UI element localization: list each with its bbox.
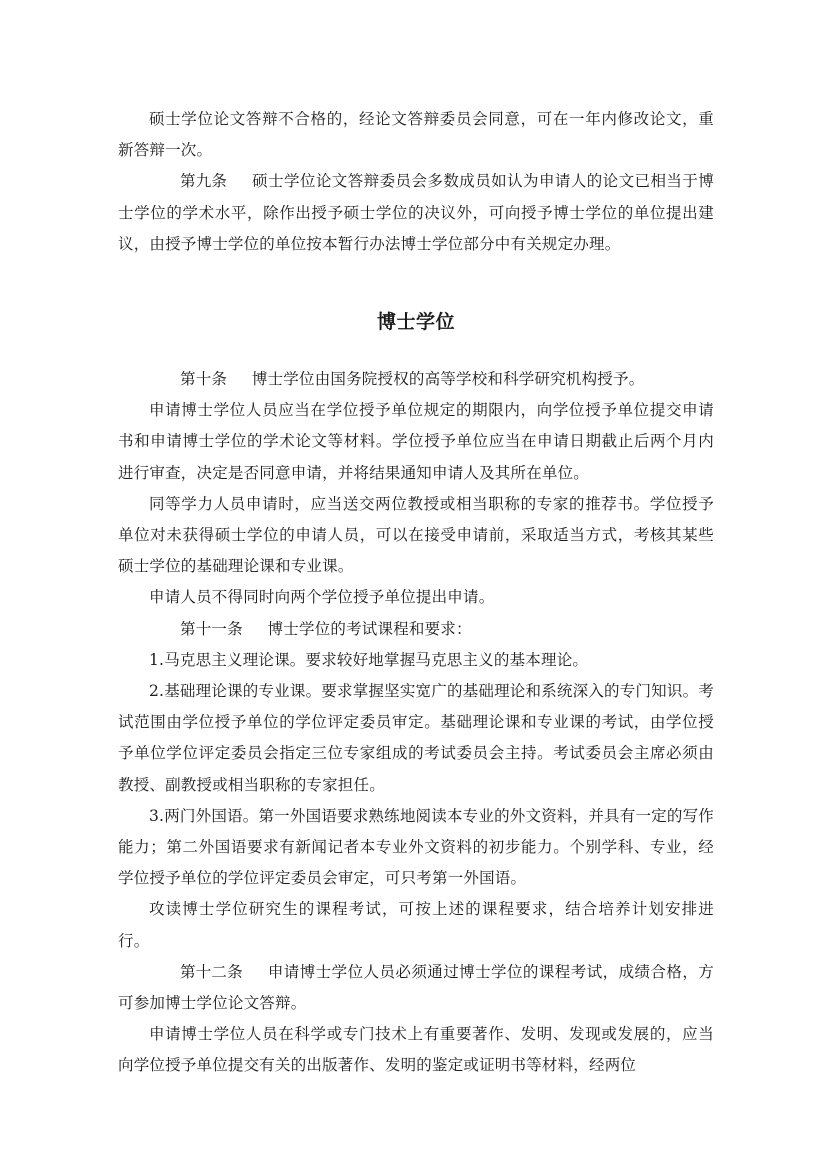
article-label: 第十条: [180, 370, 228, 389]
document-body: [118, 104, 714, 1082]
paragraph-text: 硕士学位论文答辩不合格的，经论文答辩委员会同意，可在一年内修改论文，重新答辩一次。: [118, 110, 714, 160]
paragraph-text: 2.基础理论课的专业课。要求掌握坚实宽广的基础理论和系统深入的专门知识。考试范围由学位授予单位的学位评定委员审定。基础理论课和专业课的考试，由学位授予单位学位评定委员会指定三位专家组成的考试委员会主持。考试委员会主席必须由教授、副教授或相当职称的专家担任。: [118, 682, 714, 794]
paragraph-text: 博士学位由国务院授权的高等学校和科学研究机构授予。: [251, 370, 645, 389]
article-12-paragraph: [118, 957, 714, 1019]
paragraph-text: 3.两门外国语。第一外国语要求熟练地阅读本专业的外文资料，并具有一定的写作能力；第二外国语要求有新闻记者本专业外文资料的初步能力。个别学科、专业，经学位授予单位的学位评定委员会审定，可只考第一外国语。: [118, 806, 714, 888]
paragraph-text: 硕士学位论文答辩委员会多数成员如认为申请人的论文已相当于博士学位的学术水平，除作出授予硕士学位的决议外，可向授予博士学位的单位提出建议，由授予博士学位的单位按本暂行办法博士学位部分中有关规定办理。: [118, 172, 714, 253]
paragraph-text: 申请人员不得同时向两个学位授予单位提出申请。: [149, 588, 495, 607]
paragraph: [118, 582, 714, 613]
list-item: [118, 645, 714, 676]
paragraph-text: 申请博士学位人员必须通过博士学位的课程考试，成绩合格，方可参加博士学位论文答辩。: [118, 962, 714, 1013]
paragraph-text: 博士学位的考试课程和要求：: [267, 619, 472, 638]
section-title: 博士学位: [376, 311, 455, 334]
paragraph-text: 攻读博士学位研究生的课程考试，可按上述的课程要求，结合培养计划安排进行。: [118, 900, 714, 950]
paragraph: [118, 395, 714, 489]
paragraph: [118, 894, 714, 956]
list-item: [118, 676, 714, 801]
paragraph-text: 申请博士学位人员应当在学位授予单位规定的期限内，向学位授予单位提交申请书和申请博士学位的学术论文等材料。学位授予单位应当在申请日期截止后两个月内进行审查，决定是否同意申请，并将结果通知申请人及其所在单位。: [118, 401, 714, 482]
paragraph-text: 同等学力人员申请时，应当送交两位教授或相当职称的专家的推荐书。学位授予单位对未获得硕士学位的申请人员，可以在接受申请前，采取适当方式，考核其某些硕士学位的基础理论课和专业课。: [118, 494, 714, 576]
article-10-paragraph: [118, 364, 714, 395]
paragraph: [118, 104, 714, 166]
list-item: [118, 801, 714, 895]
article-11-paragraph: [118, 614, 714, 645]
article-9-paragraph: [118, 166, 714, 260]
paragraph: [118, 1019, 714, 1081]
article-label: 第九条: [180, 172, 228, 191]
article-label: 第十二条: [180, 962, 243, 981]
paragraph-text: 申请博士学位人员在科学或专门技术上有重要著作、发明、发现或发展的，应当向学位授予单位提交有关的出版著作、发明的鉴定或证明书等材料，经两位: [118, 1025, 714, 1075]
article-label: 第十一条: [180, 619, 243, 638]
paragraph: [118, 489, 714, 583]
paragraph-text: 1.马克思主义理论课。要求较好地掌握马克思主义的基本理论。: [149, 650, 589, 669]
